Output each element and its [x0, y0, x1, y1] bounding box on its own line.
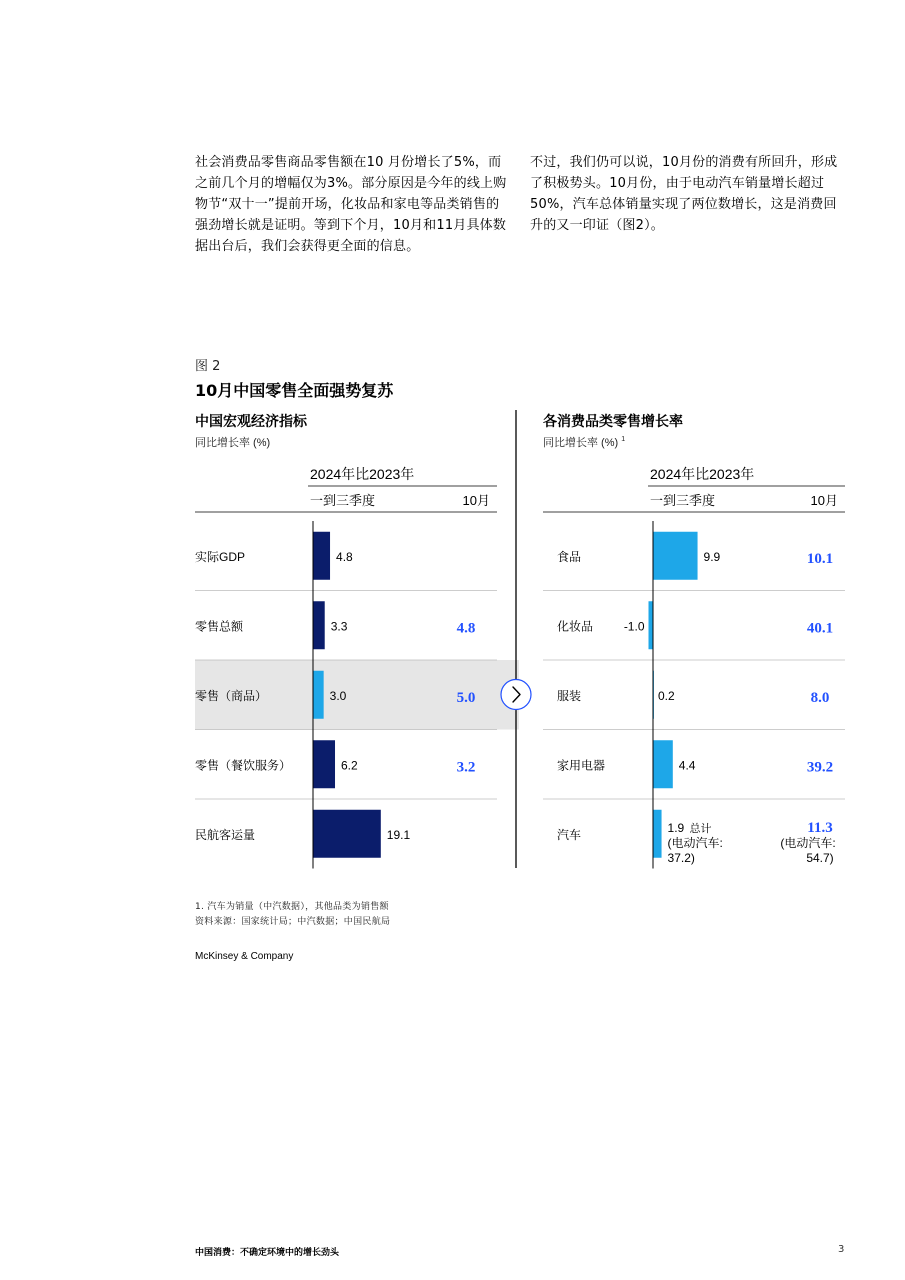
value-label-note: 37.2): [667, 851, 695, 865]
value-label: -1.0: [623, 619, 645, 634]
october-value: 8.0: [810, 689, 830, 706]
col2-header: 10月: [810, 493, 838, 508]
bar: [649, 601, 654, 649]
col1-header: 一到三季度: [650, 493, 716, 508]
category-label: 服装: [557, 688, 582, 703]
period-header: 2024年比2023年: [310, 466, 415, 482]
category-label: 食品: [557, 549, 582, 564]
category-label: 零售总额: [195, 619, 244, 634]
panel-title: 各消费品类零售增长率: [543, 413, 683, 429]
brand-name: McKinsey & Company: [195, 951, 294, 962]
value-label-note: (电动汽车:: [667, 836, 723, 850]
col1-header: 一到三季度: [310, 493, 376, 508]
panel-title: 中国宏观经济指标: [195, 413, 307, 429]
october-value: 40.1: [806, 620, 834, 637]
value-label: 1.9: [667, 821, 685, 835]
bar: [313, 532, 330, 580]
value-label: 19.1: [386, 827, 411, 842]
figure-title: 10月中国零售全面强势复苏: [195, 381, 394, 400]
value-label: 0.2: [658, 688, 675, 703]
bar: [313, 601, 325, 649]
bar: [313, 671, 324, 719]
bar: [653, 532, 698, 580]
october-value: 39.2: [806, 759, 834, 776]
col2-header: 10月: [462, 493, 490, 508]
category-label: 家用电器: [557, 758, 606, 773]
value-label-suffix: 总计: [689, 823, 712, 835]
panel-subtitle: 同比增长率 (%) $^1$: [543, 436, 626, 449]
right-paragraph: 不过，我们仍可以说，10月份的消费有所回升，形成了积极势头。10月份，由于电动汽车销量增长超过50%，汽车总体销量实现了两位数增长，这是消费回升的又一印证（图2）。: [530, 155, 838, 233]
october-note: (电动汽车:: [780, 836, 836, 850]
value-label: 9.9: [703, 549, 721, 564]
value-label: 4.8: [336, 549, 353, 564]
bar: [653, 810, 662, 858]
bar: [313, 810, 381, 858]
october-value: 5.0: [456, 689, 476, 706]
period-header: 2024年比2023年: [650, 466, 755, 482]
value-label: 3.3: [330, 619, 348, 634]
bar: [313, 740, 335, 788]
category-label: 化妆品: [557, 619, 594, 634]
footnote-ref: 1: [621, 436, 626, 443]
page-number: 3: [838, 1244, 845, 1255]
footnote-1: 1. 汽车为销量（中汽数据），其他品类为销售额: [195, 902, 389, 912]
value-label: 4.4: [678, 758, 696, 773]
left-paragraph: 社会消费品零售商品零售额在10 月份增长了5%，而之前几个月的增幅仅为3%。部分原因是今年的线上购物节“双十一”提前开场，化妆品和家电等品类销售的强劲增长就是证明。等到下个月，10月和11月具体数据出台后，我们会获得更全面的信息。: [195, 155, 507, 254]
category-label: 民航客运量: [195, 827, 256, 842]
category-label: 汽车: [557, 827, 582, 842]
category-label: 零售（餐饮服务）: [195, 758, 292, 773]
october-value: 10.1: [806, 550, 834, 567]
category-label: 零售（商品）: [195, 688, 268, 703]
october-value: 3.2: [456, 759, 476, 776]
source-note: 资料来源：国家统计局；中汽数据；中国民航局: [195, 917, 391, 927]
october-note: 54.7): [806, 851, 834, 865]
running-title: 中国消费：不确定环境中的增长劲头: [195, 1248, 340, 1258]
october-value: 11.3: [807, 820, 833, 836]
panel-subtitle: 同比增长率 (%): [195, 437, 271, 449]
october-value: 4.8: [456, 620, 476, 637]
figure-label: 图 2: [195, 359, 221, 374]
bar: [653, 740, 673, 788]
next-button-circle: [501, 680, 531, 710]
value-label: 6.2: [341, 758, 358, 773]
value-label: 3.0: [329, 688, 347, 703]
category-label: 实际GDP: [195, 549, 246, 564]
